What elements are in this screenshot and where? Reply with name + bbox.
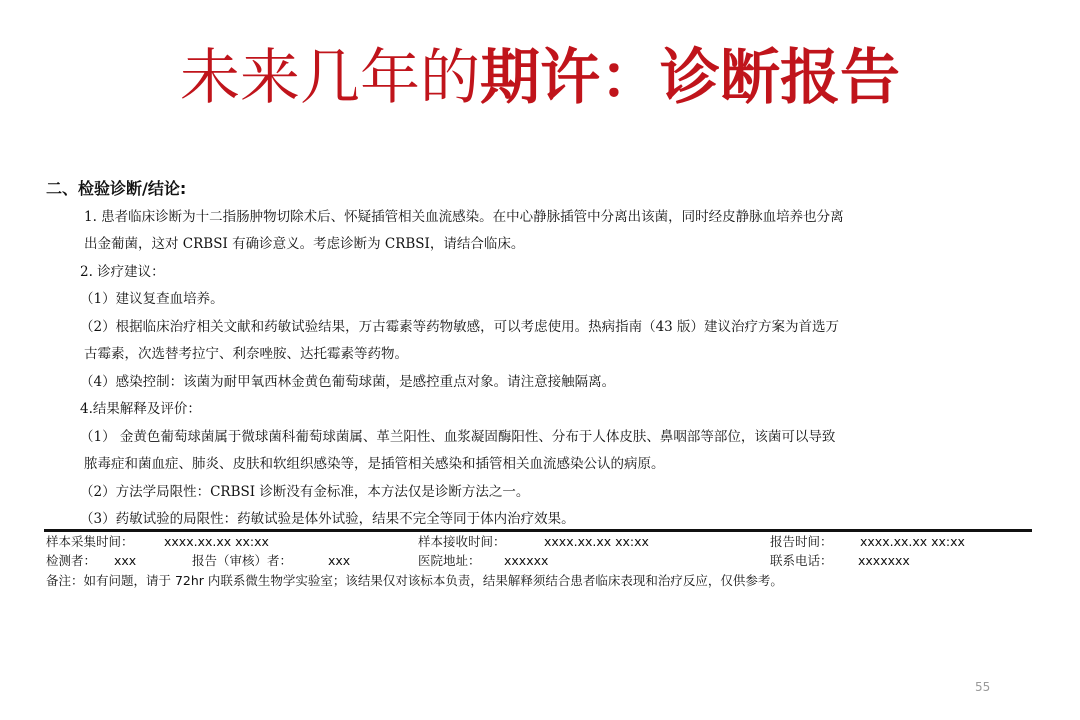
report-line: （2）根据临床治疗相关文献和药敏试验结果，万古霉素等药物敏感，可以考虑使用。热病指南（43 版）建议治疗方案为首选万 — [80, 319, 840, 335]
slide-title-part1: 未来几年的 — [180, 43, 480, 113]
tester-value: xxx — [114, 553, 137, 568]
report-time-label: 报告时间： — [770, 534, 833, 549]
report-line: （1） 金黄色葡萄球菌属于微球菌科葡萄球菌属、革兰阳性、血浆凝固酶阳性、分布于人体皮肤、鼻咽部等部位，该菌可以导致 — [80, 429, 836, 445]
sample-receive-label: 样本接收时间： — [418, 534, 506, 549]
sample-collect-value: xxxx.xx.xx xx:xx — [164, 534, 269, 549]
footer-note: 备注：如有问题，请于 72hr 内联系微生物学实验室；该结果仅对该标本负责，结果解释须结合患者临床表现和治疗反应，仅供参考。 — [46, 573, 783, 588]
hospital-value: xxxxxx — [504, 553, 549, 568]
report-line: 1. 患者临床诊断为十二指肠肿物切除术后、怀疑插管相关血流感染。在中心静脉插管中分离出该菌，同时经皮静脉血培养也分离 — [84, 209, 844, 225]
report-line: 脓毒症和菌血症、肺炎、皮肤和软组织感染等，是插管相关感染和插管相关血流感染公认的病原。 — [84, 456, 665, 472]
footer-divider — [44, 529, 1032, 532]
report-line: 2. 诊疗建议： — [80, 264, 165, 280]
phone-label: 联系电话： — [770, 553, 833, 568]
report-line: （2）方法学局限性：CRBSI 诊断没有金标准，本方法仅是诊断方法之一。 — [80, 484, 530, 500]
section-heading: 二、检验诊断/结论: — [46, 179, 187, 198]
report-time-value: xxxx.xx.xx xx:xx — [860, 534, 965, 549]
reviewer-label: 报告（审核）者： — [192, 553, 293, 568]
report-line: （4）感染控制：该菌为耐甲氧西林金黄色葡萄球菌，是感控重点对象。请注意接触隔离。 — [80, 374, 616, 390]
slide-title — [0, 38, 1080, 118]
report-line: （3）药敏试验的局限性：药敏试验是体外试验，结果不完全等同于体内治疗效果。 — [80, 511, 575, 527]
page-number: 55 — [975, 680, 991, 694]
phone-value: xxxxxxx — [858, 553, 910, 568]
report-line: 4.结果解释及评价： — [80, 401, 201, 417]
sample-collect-label: 样本采集时间： — [46, 534, 134, 549]
tester-label: 检测者： — [46, 553, 97, 568]
report-line: （1）建议复查血培养。 — [80, 291, 224, 307]
hospital-label: 医院地址： — [418, 553, 481, 568]
sample-receive-value: xxxx.xx.xx xx:xx — [544, 534, 649, 549]
report-line: 古霉素，次选替考拉宁、利奈唑胺、达托霉素等药物。 — [84, 346, 408, 362]
report-line: 出金葡菌，这对 CRBSI 有确诊意义。考虑诊断为 CRBSI，请结合临床。 — [84, 236, 525, 252]
slide-title-part2: 期许：诊断报告 — [480, 43, 900, 113]
reviewer-value: xxx — [328, 553, 351, 568]
